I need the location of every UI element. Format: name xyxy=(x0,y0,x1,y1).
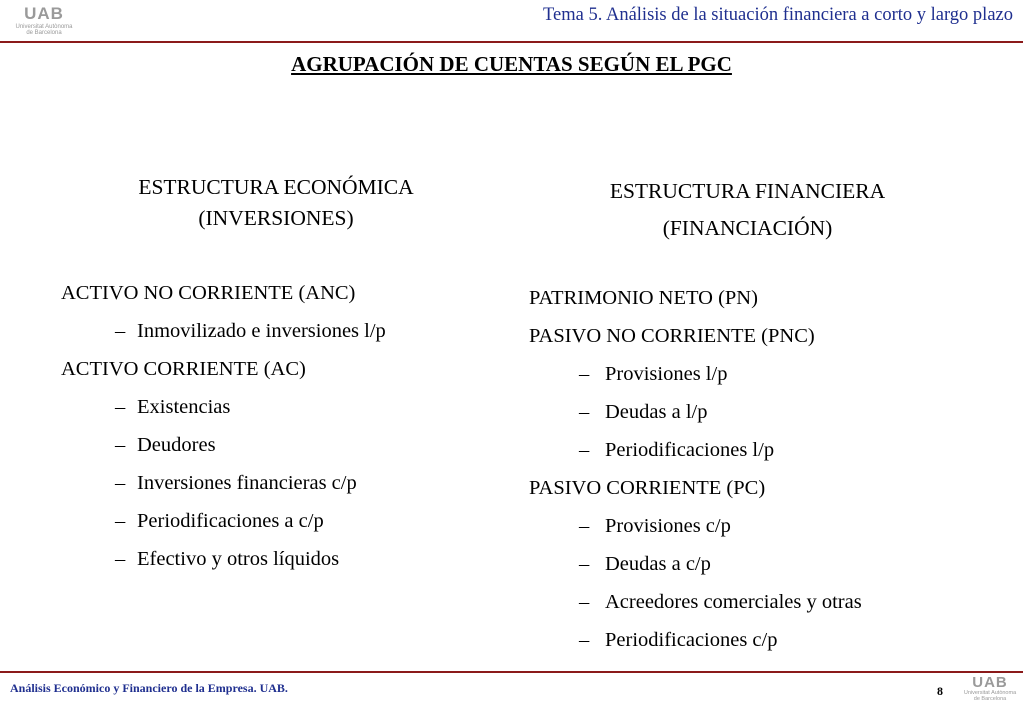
economic-structure-heading-line1: ESTRUCTURA ECONÓMICA xyxy=(138,175,414,199)
economic-structure-heading xyxy=(95,172,457,234)
economic-structure-item-text: Inmovilizado e inversiones l/p xyxy=(137,320,386,342)
dash-bullet: – xyxy=(579,591,590,613)
financial-structure-item: PASIVO CORRIENTE (PC) xyxy=(529,477,766,499)
financial-structure-item: PASIVO NO CORRIENTE (PNC) xyxy=(529,325,815,347)
dash-bullet: – xyxy=(579,363,590,385)
financial-structure-heading-line2: (FINANCIACIÓN) xyxy=(662,216,833,240)
dash-bullet: – xyxy=(579,439,590,461)
financial-structure-heading xyxy=(555,173,940,247)
economic-structure-item: ACTIVO NO CORRIENTE (ANC) xyxy=(61,282,356,304)
header-title: Tema 5. Análisis de la situación financiera a corto y largo plazo xyxy=(543,5,1013,25)
logo-subtitle-line1: Universitat Autònoma xyxy=(963,690,1017,696)
economic-structure-item-text: Inversiones financieras c/p xyxy=(137,472,357,494)
dash-bullet: – xyxy=(579,553,590,575)
financial-structure-item-text: Provisiones c/p xyxy=(605,515,731,537)
dash-bullet: – xyxy=(579,629,590,651)
financial-structure-item-text: Deudas a l/p xyxy=(605,401,708,423)
economic-structure-item: ACTIVO CORRIENTE (AC) xyxy=(61,358,306,380)
economic-structure-item-text: Deudores xyxy=(137,434,216,456)
dash-bullet: – xyxy=(115,396,126,418)
logo-subtitle-line2: de Barcelona xyxy=(26,30,62,37)
slide-title: AGRUPACIÓN DE CUENTAS SEGÚN EL PGC xyxy=(291,52,732,76)
dash-bullet: – xyxy=(579,515,590,537)
economic-structure-item-text: Periodificaciones a c/p xyxy=(137,510,324,532)
financial-structure-item-text: Periodificaciones l/p xyxy=(605,439,775,461)
page-number: 8 xyxy=(937,684,943,698)
logo-subtitle-line2: de Barcelona xyxy=(973,695,1007,702)
economic-structure-item-text: Efectivo y otros líquidos xyxy=(137,548,340,570)
uab-logo-header xyxy=(8,4,80,37)
financial-structure-item-text: Periodificaciones c/p xyxy=(605,629,778,651)
logo-mark: UAB xyxy=(972,674,1008,691)
economic-structure-item-text: Existencias xyxy=(137,396,231,418)
dash-bullet: – xyxy=(115,320,126,342)
financial-structure-item-text: Acreedores comerciales y otras xyxy=(605,591,862,613)
dash-bullet: – xyxy=(579,401,590,423)
dash-bullet: – xyxy=(115,434,126,456)
financial-structure-heading-line1: ESTRUCTURA FINANCIERA xyxy=(609,179,886,203)
footer-divider xyxy=(0,671,1023,673)
financial-structure-item-text: Deudas a c/p xyxy=(605,553,711,575)
dash-bullet: – xyxy=(115,510,126,532)
financial-structure-item: PATRIMONIO NETO (PN) xyxy=(529,287,758,309)
footer-text: Análisis Económico y Financiero de la Empresa. UAB. xyxy=(10,681,288,695)
economic-structure-heading-line2: (INVERSIONES) xyxy=(198,206,354,230)
header-divider xyxy=(0,41,1023,43)
uab-logo-footer xyxy=(958,674,1022,703)
financial-structure-item-text: Provisiones l/p xyxy=(605,363,728,385)
dash-bullet: – xyxy=(115,472,126,494)
logo-mark: UAB xyxy=(24,4,64,23)
logo-subtitle-line1: Universitat Autònoma xyxy=(15,24,73,30)
dash-bullet: – xyxy=(115,548,126,570)
